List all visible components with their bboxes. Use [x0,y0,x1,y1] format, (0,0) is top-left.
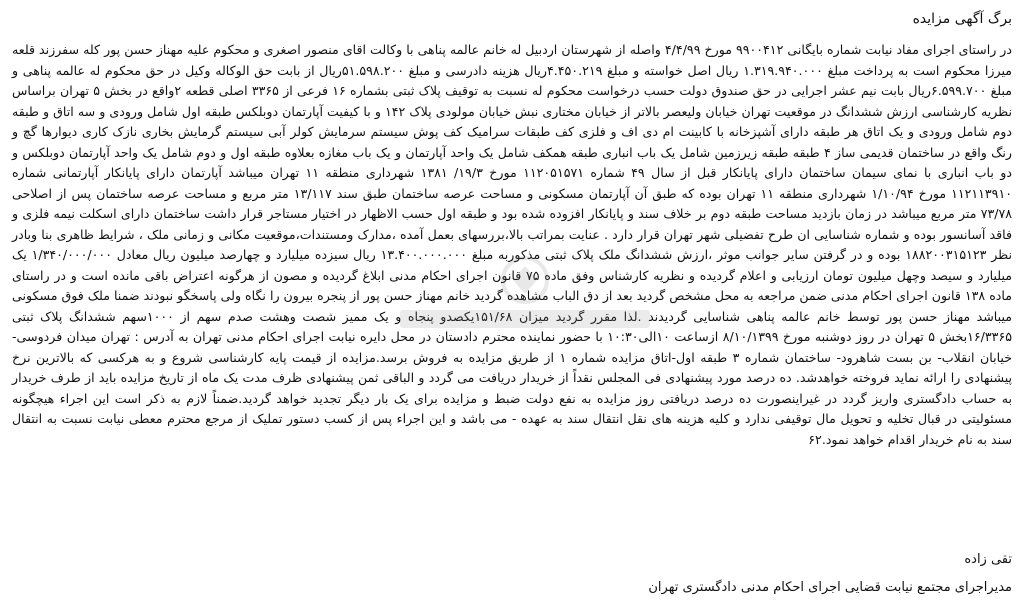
signer-name: تقی زاده [964,552,1012,567]
notice-body: در راستای اجرای مفاد نیابت شماره بایگانی ۹۹۰۰۴۱۲ مورخ ۴/۴/۹۹ واصله از شهرستان اردبیل له خانم عالمه پناهی با وکالت اقای منصور اصغری و محکوم علیه مهناز حسن پور کله سفرزند قلعه میرزا محکوم است به پرداخت مبلغ ۱.۳۱۹.۹۴۰.۰۰۰ ریال اصل خواسته و مبلغ ۴.۴۵۰.۲۱۹ریال هزینه دادرسی و مبلغ ۵۱.۵۹۸.۲۰۰ریال از بابت حق الوکاله وکیل در حق محکوم له عالمه پناهی و مبلغ ۶.۵۹۹.۷۰۰ریال بابت نیم عشر اجرایی در حق صندوق دولت حسب درخواست محکوم له نسبت به توقیف پلاک ثبتی بشماره ۱۶ فرعی از ۳۳۶۵ اصلی قطعه ۲واقع در بخش ۵ تهران براساس نظریه کارشناسی ارزش ششدانگ در موقعیت تهران خیابان ولیعصر بالاتر از خیابان مختاری نبش خیابان مولودی پلاک ۱۴۲ و با کیفیت آپارتمان دوبلکس طبقه اول شامل ورودی و سه اتاق و طبقه دوم شامل ورودی و یک اتاق هر طبقه دارای آشپزخانه با کابینت ام دی اف و فلزی کف طبقات سرامیک کف پوش سیستم سرمایش کولر آبی سیستم گرمایش بخاری نازک کاری دیوارها گچ و رنگ واقع در ساختمان قدیمی ساز ۴ طبقه طبقه زیرزمین شامل یک باب انباری طبقه همکف شامل یک واحد آپارتمان و یک باب مغازه بعلاوه طبقه اول و دوم شامل یک واحد آپارتمان دوبلکس و دو باب انباری با نمای سیمان ساختمان دارای پایانکار قبل از سال ۴۹ شماره ۱۱۲۰۵۱۵۷۱ مورخ ۱۹/۳/ ۱۳۸۱ شهرداری منطقه ۱۱ تهران میباشد آپارتمان دارای پایانکار آپارتمانی شماره ۱۱۲۱۱۳۹۱۰ مورخ ۱/۱۰/۹۴ شهرداری منطقه ۱۱ تهران بوده که طبق آن آپارتمان مسکونی و مساحت عرصه ساختمان طبق سند ۱۳/۱۱۷ متر مربع و مساحت عرصه ساختمان پس از اصلاحی ۷۳/۷۸ متر مربع میباشد در زمان بازدید مساحت طبقه دوم بر خلاف سند و پایانکار افزوده شده بود و طبقه اول حسب الاظهار در اختیار مستاجر قرار داشت ساختمان دارای اسکلت نیمه فلزی و فاقد آسانسور بوده و شماره شناسایی ان طرح تفضیلی شهر تهران قرار دارد . عنایت بمراتب بالا،بررسهای بعمل آمده ،مدارک ومستندات،موقعیت مکانی و زمانی ملک ، شرایط ظاهری بنا وبادر نظر ۱۸۸۲۰۰۳۱۵۱۲۳ بوده و در گرفتن سایر جوانب موثر ،ارزش ششدانگ ملک پلاک ثبتی مذکوربه مبلغ ۱۳.۴۰۰.۰۰۰.۰۰۰ ریال سیزده میلیارد و چهارصد میلیون ریال معادل ۱/۳۴۰/۰۰۰/۰۰۰ یک میلیارد و سیصد وچهل میلیون تومان ارزیابی و اعلام گردیده و نظریه کارشناس وفق ماده ۷۵ قانون اجرای احکام مدنی ابلاغ گردیده و مصون از هرگونه اعتراض باقی مانده است و در راستای ماده ۱۳۸ قانون اجرای احکام مدنی ضمن مراجعه به محل مشخص گردید بعد از دق الباب مشاهده گردید خانم مهناز حسن پور از پنجره بیرون را نگاه ولی پاسخگو نبودند ضمنا ملک فوق مسکونی میباشد مهناز حسن پور توسط خانم عالمه پناهی شناسایی گردیدند .لذا مقرر گردید میزان ۱۵۱/۶۸یکصدو پنجاه و یک ممیز شصت وهشت صدم سهم از ۱۰۰۰سهم ششدانگ پلاک ثبتی ۱۶/۳۳۶۵بخش ۵ تهران در روز دوشنبه مورخ ۸/۱۰/۱۳۹۹ ازساعت ۱۰الی۱۰:۳۰ با حضور نماینده محترم دادستان در محل دایره نیابت اجرای احکام مدنی تهران به آدرس : تهران میدان فردوسی- خیابان انقلاب- بن بست شاهرود- ساختمان شماره ۳ طبقه اول-اتاق مزایده شماره ۱ از طریق مزایده به فروش برسد.مزایده از قیمت پایه کارشناسی شروع و به هرکسی که بالاترین نرخ پیشنهادی را ارائه نماید فروخته خواهدشد. ده درصد مورد پیشنهادی فی المجلس نقداً از خریدار دریافت می گردد و الباقی ثمن پیشنهادی ظرف مدت یک ماه از تاریخ مزایده باید از طرف خریدار به حساب دادگستری واریز گردد در غیراینصورت ده درصد دریافتی روز مزایده به نفع دولت ضبط و مزایده برای یک بار دیگر تجدید خواهد گردید.ضمناً لازم به ذکر است این اجراء هیچگونه مسئولیتی در قبال تخلیه و تحویل مال توقیفی ندارد و کلیه هزینه های نقل انتقال سند به عهده - می باشد و این اجراء پس از کسب دستور تملیک از مرجع محترم معطی نیابت نسبت به انتقال سند به نام خریدار اقدام خواهد نمود.۶۲ [12,42,1012,447]
notice-title: برگ آگهی مزایده [912,11,1012,27]
notice-page [12,8,1012,600]
signer-organization: مدیراجرای مجتمع نیابت قضایی اجرای احکام مدنی دادگستری تهران [648,580,1012,595]
